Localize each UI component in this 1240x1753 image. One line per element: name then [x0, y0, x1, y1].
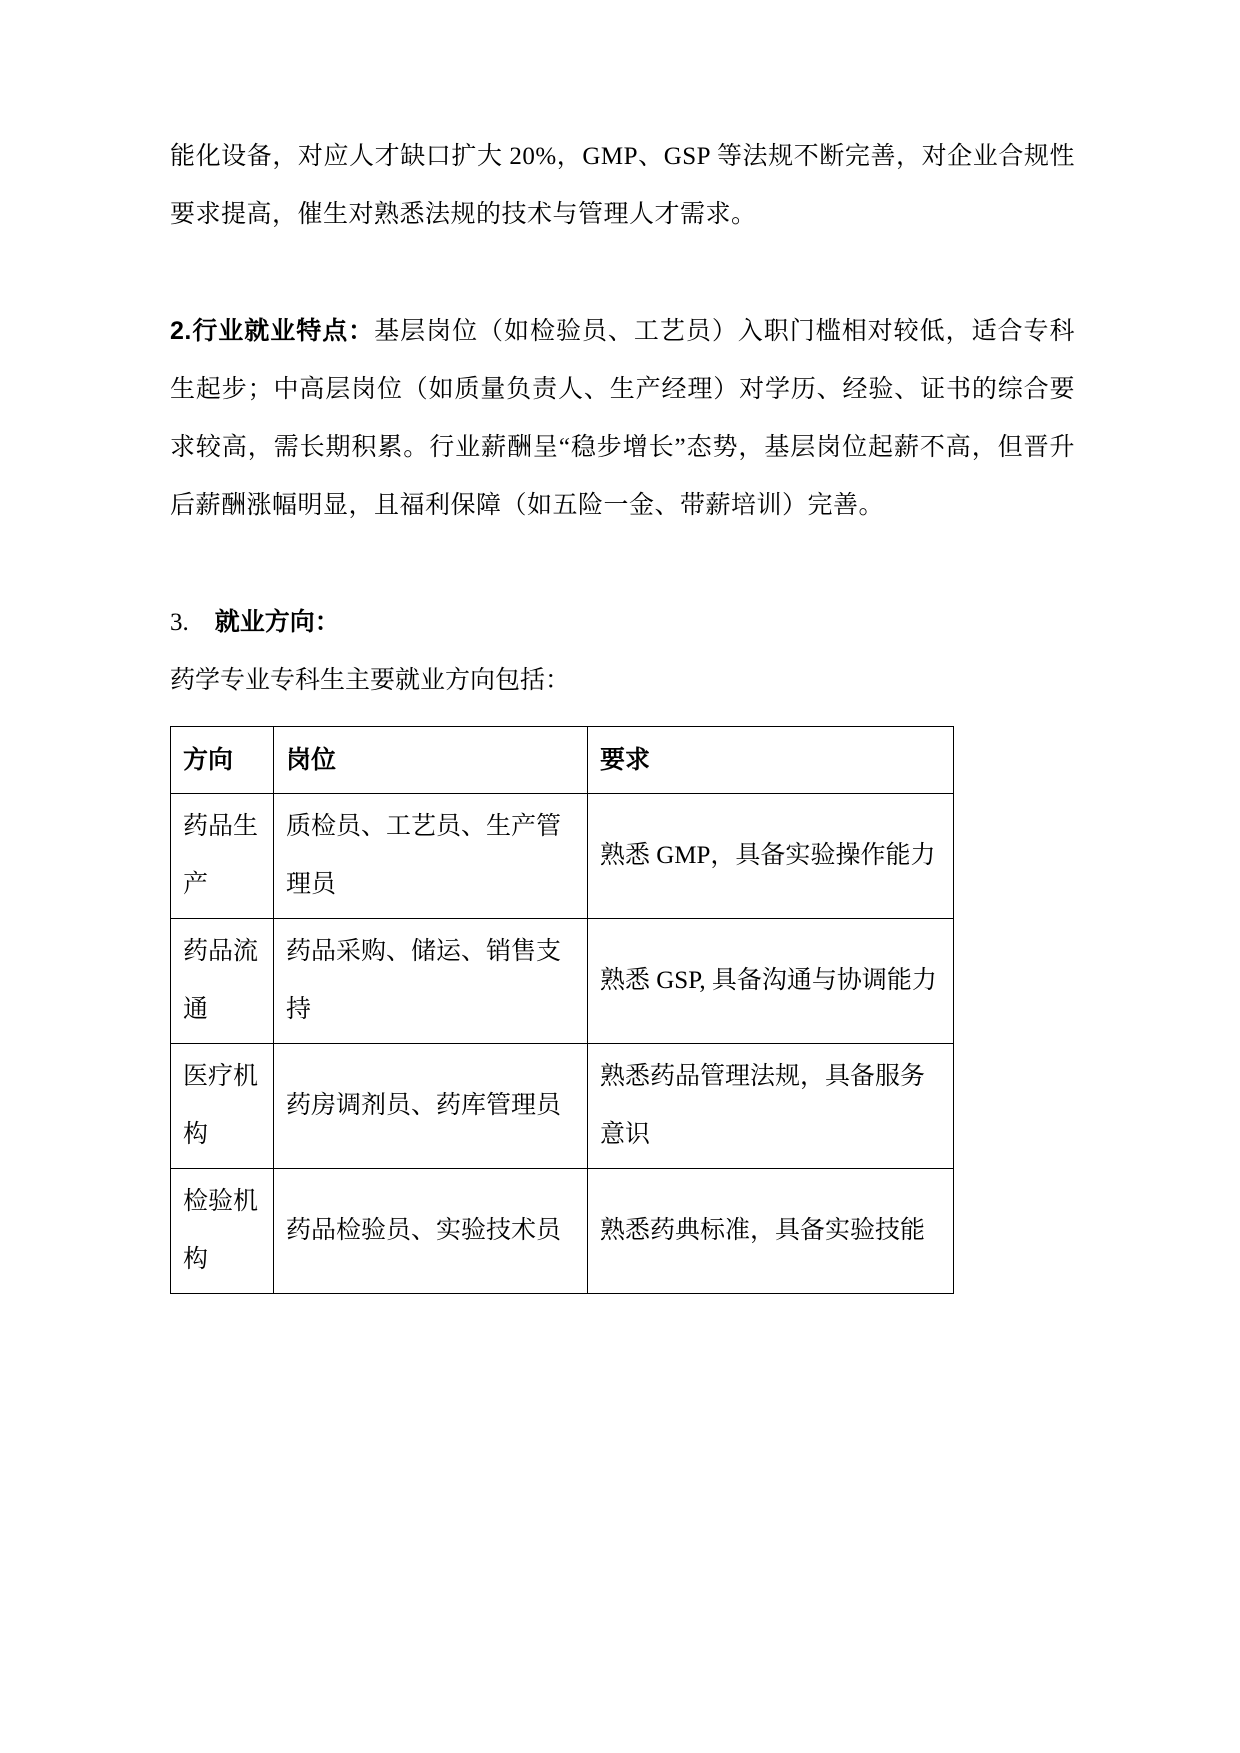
table-header-position: 岗位 [274, 727, 588, 794]
table-cell-requirement: 熟悉药品管理法规，具备服务意识 [588, 1044, 954, 1169]
paragraph-2-text: 基层岗位（如检验员、工艺员）入职门槛相对较低，适合专科生起步；中高层岗位（如质量负责人、生产经理）对学历、经验、证书的综合要求较高，需长期积累。行业薪酬呈“稳步增长”态势，基层岗位起薪不高，但晋升后薪酬涨幅明显，且福利保障（如五险一金、带薪培训）完善。 [170, 318, 1075, 519]
table-cell-requirement: 熟悉 GSP, 具备沟通与协调能力 [588, 919, 954, 1044]
table-cell-position: 质检员、工艺员、生产管理员 [274, 794, 588, 919]
table-header-direction: 方向 [171, 727, 274, 794]
table-cell-direction: 检验机构 [171, 1169, 274, 1294]
heading-employment-directions [170, 593, 1075, 652]
table-header-requirement: 要求 [588, 727, 954, 794]
table-cell-direction: 药品流通 [171, 919, 274, 1044]
paragraph-industry-employment-features [170, 302, 1075, 535]
employment-directions-table [170, 726, 954, 1294]
table-cell-direction: 药品生产 [171, 794, 274, 919]
heading-label: 就业方向： [214, 608, 340, 636]
table-row [171, 919, 954, 1044]
table-row [171, 1044, 954, 1169]
table-cell-requirement: 熟悉药典标准，具备实验技能 [588, 1169, 954, 1294]
heading-number: 3. [170, 609, 189, 636]
table-row [171, 1169, 954, 1294]
table-cell-position: 药房调剂员、药库管理员 [274, 1044, 588, 1169]
table-cell-position: 药品检验员、实验技术员 [274, 1169, 588, 1294]
paragraph-2-bold-label: 2.行业就业特点： [170, 317, 375, 345]
table-cell-position: 药品采购、储运、销售支持 [274, 919, 588, 1044]
table-header-row [171, 727, 954, 794]
table-intro-text: 药学专业专科生主要就业方向包括： [170, 667, 571, 694]
paragraph-talent-gap: 能化设备，对应人才缺口扩大 20%，GMP、GSP 等法规不断完善，对企业合规性要求提高，催生对熟悉法规的技术与管理人才需求。 [170, 143, 1075, 228]
table-row [171, 794, 954, 919]
table-cell-requirement: 熟悉 GMP，具备实验操作能力 [588, 794, 954, 919]
table-cell-direction: 医疗机构 [171, 1044, 274, 1169]
